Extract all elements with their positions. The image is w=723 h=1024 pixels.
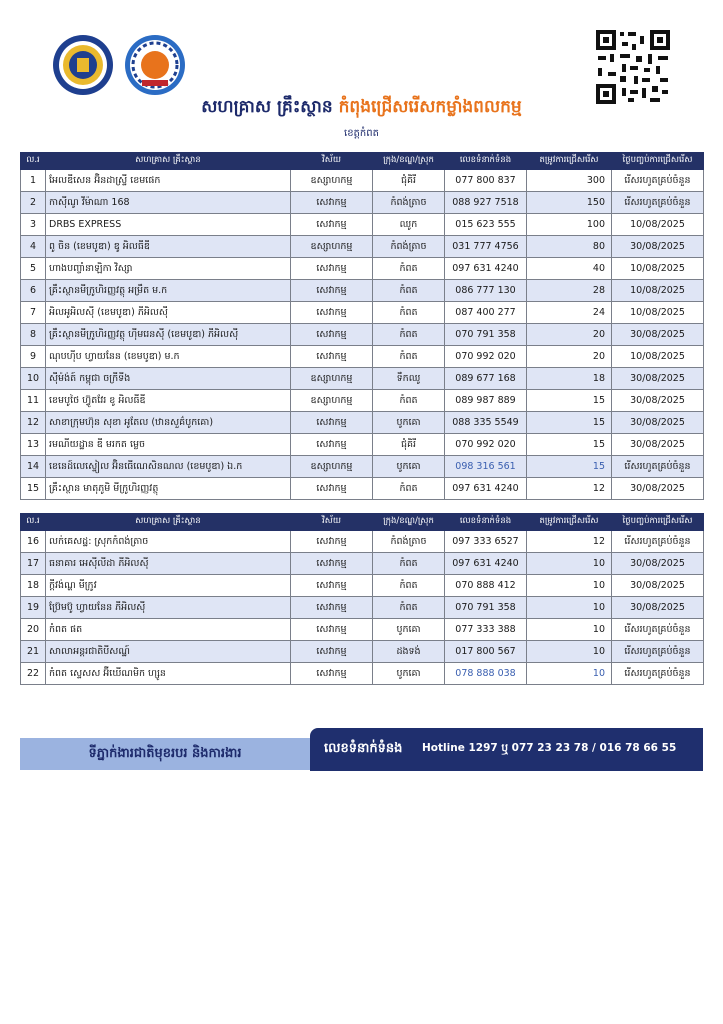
cell-area: កំពត [373, 258, 445, 280]
qr-code [594, 28, 672, 106]
cell-sector: សេវាកម្ម [291, 434, 373, 456]
cell-deadline: 30/08/2025 [612, 236, 704, 258]
cell-name: ពូ ចិន (ខេមបូឌា) ឌូ អិលធីឌី [46, 236, 291, 258]
table-row [21, 192, 704, 214]
cell-sector: សេវាកម្ម [291, 663, 373, 685]
cell-need: 150 [527, 192, 612, 214]
table-row [21, 258, 704, 280]
cell-need: 20 [527, 346, 612, 368]
table-row [21, 368, 704, 390]
logo-group [52, 34, 186, 96]
cell-need: 15 [527, 434, 612, 456]
cell-deadline: 10/08/2025 [612, 214, 704, 236]
ministry-seal-logo [52, 34, 114, 96]
cell-area: ឈូក [373, 214, 445, 236]
cell-deadline: 30/08/2025 [612, 434, 704, 456]
column-header: លេខទំនាក់ទំនង [445, 153, 527, 170]
cell-no: 7 [21, 302, 46, 324]
cell-name: កំពត ស្ទេសស អ៊ីឃើណមិក ហ្សូន [46, 663, 291, 685]
cell-sector: ឧស្សាហកម្ម [291, 390, 373, 412]
cell-deadline: រើសរហូតគ្រប់ចំនួន [612, 456, 704, 478]
cell-area: កំពត [373, 324, 445, 346]
cell-area: កំពង់ត្រាច [373, 236, 445, 258]
table-header-row [21, 153, 704, 170]
cell-area: បូកគោ [373, 663, 445, 685]
cell-name: ស៊ីម៉ង់ត៍ កម្ពុជា ចក្រីទីង [46, 368, 291, 390]
cell-deadline: 30/08/2025 [612, 324, 704, 346]
cell-need: 24 [527, 302, 612, 324]
cell-name: គ្រឹះស្ថានមីក្រូហិរញ្ញវត្ថុ ហ៊ីមរេនស៊ី (ខេមបូឌា) ភីអិលស៊ី [46, 324, 291, 346]
cell-sector: សេវាកម្ម [291, 192, 373, 214]
cell-name: លក់គេសដ្ឋ: ស្រុកកំពង់ត្រាច [46, 531, 291, 553]
cell-sector: សេវាកម្ម [291, 531, 373, 553]
cell-deadline: 10/08/2025 [612, 302, 704, 324]
table-body [21, 531, 704, 685]
table-row [21, 390, 704, 412]
cell-deadline: 10/08/2025 [612, 280, 704, 302]
cell-name: អែលឌីសេន អ៊ិនដាស្ទ្រី ខេមផេក [46, 170, 291, 192]
cell-no: 13 [21, 434, 46, 456]
table-row [21, 619, 704, 641]
cell-area: កំពត [373, 478, 445, 500]
cell-area: បូកគោ [373, 412, 445, 434]
cell-no: 18 [21, 575, 46, 597]
cell-phone: 078 888 038 [445, 663, 527, 685]
cell-name: ខេនេដ៍លេស្ទៀល អ៊ិនធើណេសិនណល (ខេមបូឌា) ឯ.ក [46, 456, 291, 478]
cell-sector: ឧស្សាហកម្ម [291, 368, 373, 390]
cell-name: គ្រឹះស្ថានមីក្រូហិរញ្ញវត្ថុ អម្រឹត ម.ក [46, 280, 291, 302]
cell-no: 16 [21, 531, 46, 553]
column-header: សហគ្រាស គ្រឹះស្ថាន [46, 153, 291, 170]
cell-area: កំពត [373, 302, 445, 324]
cell-no: 11 [21, 390, 46, 412]
cell-phone: 017 800 567 [445, 641, 527, 663]
column-header: ថ្ងៃបញ្ចប់ការជ្រើសរើស [612, 153, 704, 170]
title-accent: កំពុងជ្រើសរើសកម្លាំងពលកម្ម [338, 97, 522, 117]
page-subtitle: ខេត្តកំពត [344, 128, 379, 139]
cell-deadline: 10/08/2025 [612, 258, 704, 280]
column-header: ក្រុង/ខណ្ឌ/ស្រុក [373, 514, 445, 531]
cell-need: 300 [527, 170, 612, 192]
column-header: ល.រ [21, 514, 46, 531]
cell-no: 19 [21, 597, 46, 619]
cell-phone: 089 987 889 [445, 390, 527, 412]
cell-area: ជុំគិរី [373, 170, 445, 192]
cell-phone: 070 791 358 [445, 324, 527, 346]
cell-area: កំពត [373, 597, 445, 619]
cell-name: ធនាគារ អេស៊ីលីដា ភីអិលស៊ី [46, 553, 291, 575]
cell-name: កំពត ផត [46, 619, 291, 641]
cell-sector: សេវាកម្ម [291, 280, 373, 302]
cell-phone: 089 677 168 [445, 368, 527, 390]
cell-area: កំពត [373, 280, 445, 302]
cell-deadline: រើសរហូតគ្រប់ចំនួន [612, 663, 704, 685]
cell-area: កំពង់ត្រាច [373, 192, 445, 214]
cell-sector: សេវាកម្ម [291, 597, 373, 619]
cell-name: ណុបហ៊ីប ហ្វាយនែន (ខេមបូឌា) ម.ក [46, 346, 291, 368]
cell-no: 20 [21, 619, 46, 641]
cell-area: ជុំគិរី [373, 434, 445, 456]
column-header: វិស័យ [291, 153, 373, 170]
cell-need: 10 [527, 641, 612, 663]
cell-need: 10 [527, 619, 612, 641]
cell-phone: 088 335 5549 [445, 412, 527, 434]
cell-deadline: 30/08/2025 [612, 412, 704, 434]
cell-phone: 086 777 130 [445, 280, 527, 302]
cell-sector: ឧស្សាហកម្ម [291, 456, 373, 478]
agency-banner: ទីភ្នាក់ងារជាតិមុខរបរ និងការងារ [20, 738, 310, 770]
cell-phone: 097 631 4240 [445, 258, 527, 280]
cell-phone: 097 333 6527 [445, 531, 527, 553]
table-row [21, 478, 704, 500]
cell-area: ទឹកឈូ [373, 368, 445, 390]
cell-phone: 097 631 4240 [445, 553, 527, 575]
cell-sector: សេវាកម្ម [291, 619, 373, 641]
cell-need: 20 [527, 324, 612, 346]
cell-area: កំពត [373, 575, 445, 597]
cell-need: 12 [527, 478, 612, 500]
cell-area: កំពត [373, 346, 445, 368]
cell-need: 15 [527, 412, 612, 434]
jobs-table-1 [20, 152, 704, 500]
cell-name: សាខាក្រុមហ៊ុន សុខា អូតែល (ឋានសួគ៌បូកគោ) [46, 412, 291, 434]
column-header: តម្រូវការជ្រើសរើស [527, 514, 612, 531]
cell-name: ខេមបូថៃ ហ៊្វូតវែរ ខូ អិលធីឌី [46, 390, 291, 412]
cell-name: ក្ដីវង់ណ្ហ មីក្រូវ [46, 575, 291, 597]
cell-phone: 070 992 020 [445, 346, 527, 368]
column-header: ក្រុង/ខណ្ឌ/ស្រុក [373, 153, 445, 170]
cell-no: 1 [21, 170, 46, 192]
table-body [21, 170, 704, 500]
cell-no: 2 [21, 192, 46, 214]
cell-sector: សេវាកម្ម [291, 346, 373, 368]
cell-sector: សេវាកម្ម [291, 258, 373, 280]
column-header: ល.រ [21, 153, 46, 170]
cell-phone: 070 791 358 [445, 597, 527, 619]
cell-need: 18 [527, 368, 612, 390]
cell-area: បូកគោ [373, 619, 445, 641]
hotline-text: Hotline 1297 ឬ 077 23 23 78 / 016 78 66 55 [422, 742, 677, 754]
cell-no: 4 [21, 236, 46, 258]
cell-area: កំពត [373, 390, 445, 412]
cell-name: DRBS EXPRESS [46, 214, 291, 236]
cell-need: 80 [527, 236, 612, 258]
cell-phone: 031 777 4756 [445, 236, 527, 258]
cell-no: 3 [21, 214, 46, 236]
cell-need: 40 [527, 258, 612, 280]
table-row [21, 236, 704, 258]
cell-need: 12 [527, 531, 612, 553]
cell-need: 15 [527, 390, 612, 412]
cell-need: 10 [527, 553, 612, 575]
cell-need: 10 [527, 597, 612, 619]
cell-deadline: រើសរហូតគ្រប់ចំនួន [612, 619, 704, 641]
jobs-table-2 [20, 513, 704, 685]
table-row [21, 324, 704, 346]
cell-need: 10 [527, 663, 612, 685]
table-row [21, 456, 704, 478]
cell-no: 22 [21, 663, 46, 685]
cell-no: 15 [21, 478, 46, 500]
table-row [21, 531, 704, 553]
cell-phone: 087 400 277 [445, 302, 527, 324]
cell-no: 10 [21, 368, 46, 390]
column-header: លេខទំនាក់ទំនង [445, 514, 527, 531]
cell-area: កំពង់ត្រាច [373, 531, 445, 553]
table-row [21, 412, 704, 434]
cell-name: ប្រ៊ែមប៊ូ ហ្វាយនែន ភីអិលស៊ី [46, 597, 291, 619]
cell-sector: ឧស្សាហកម្ម [291, 236, 373, 258]
cell-no: 5 [21, 258, 46, 280]
cell-phone: 077 333 388 [445, 619, 527, 641]
nea-gear-logo [124, 34, 186, 96]
table-row [21, 663, 704, 685]
table-row [21, 170, 704, 192]
column-header: វិស័យ [291, 514, 373, 531]
table-row [21, 641, 704, 663]
cell-phone: 015 623 555 [445, 214, 527, 236]
cell-deadline: 10/08/2025 [612, 346, 704, 368]
table-row [21, 214, 704, 236]
cell-name: គ្រឹះស្ថាន មាតុភូមិ មីក្រូហិរញ្ញវត្ថុ [46, 478, 291, 500]
cell-no: 17 [21, 553, 46, 575]
cell-deadline: 30/08/2025 [612, 553, 704, 575]
cell-sector: សេវាកម្ម [291, 575, 373, 597]
cell-deadline: រើសរហូតគ្រប់ចំនួន [612, 192, 704, 214]
cell-no: 14 [21, 456, 46, 478]
cell-sector: សេវាកម្ម [291, 302, 373, 324]
cell-name: សាលាអន្តរជាតិបីសណ្ឋ៍ [46, 641, 291, 663]
cell-area: ដងទង់ [373, 641, 445, 663]
cell-deadline: 30/08/2025 [612, 597, 704, 619]
cell-sector: សេវាកម្ម [291, 478, 373, 500]
cell-deadline: រើសរហូតគ្រប់ចំនួន [612, 641, 704, 663]
cell-sector: សេវាកម្ម [291, 412, 373, 434]
cell-no: 21 [21, 641, 46, 663]
cell-need: 10 [527, 575, 612, 597]
cell-no: 9 [21, 346, 46, 368]
cell-phone: 077 800 837 [445, 170, 527, 192]
cell-deadline: រើសរហូតគ្រប់ចំនួន [612, 170, 704, 192]
cell-phone: 097 631 4240 [445, 478, 527, 500]
cell-deadline: 30/08/2025 [612, 478, 704, 500]
column-header: តម្រូវការជ្រើសរើស [527, 153, 612, 170]
cell-sector: សេវាកម្ម [291, 324, 373, 346]
cell-need: 28 [527, 280, 612, 302]
page-title [0, 96, 723, 121]
table-row [21, 346, 704, 368]
cell-area: បូកគោ [373, 456, 445, 478]
table-row [21, 434, 704, 456]
column-header: សហគ្រាស គ្រឹះស្ថាន [46, 514, 291, 531]
cell-name: រមណីយដ្ឋាន ឌី មរកត ម្លេច [46, 434, 291, 456]
cell-phone: 098 316 561 [445, 456, 527, 478]
cell-sector: ឧស្សាហកម្ម [291, 170, 373, 192]
cell-sector: សេវាកម្ម [291, 553, 373, 575]
cell-deadline: រើសរហូតគ្រប់ចំនួន [612, 531, 704, 553]
contact-banner [310, 728, 703, 771]
cell-name: កាស៊ីណូ វីម៉ាណា 168 [46, 192, 291, 214]
cell-deadline: 30/08/2025 [612, 368, 704, 390]
cell-need: 15 [527, 456, 612, 478]
cell-phone: 070 992 020 [445, 434, 527, 456]
cell-sector: សេវាកម្ម [291, 214, 373, 236]
cell-no: 8 [21, 324, 46, 346]
cell-name: ហាងបញ្ចាំនាឡិកា វិស្សា [46, 258, 291, 280]
cell-name: អិលអូអិលស៊ី (ខេមបូឌា) ភីអិលស៊ី [46, 302, 291, 324]
cell-no: 6 [21, 280, 46, 302]
cell-need: 100 [527, 214, 612, 236]
table-row [21, 597, 704, 619]
cell-no: 12 [21, 412, 46, 434]
cell-area: កំពត [373, 553, 445, 575]
table-header-row [21, 514, 704, 531]
title-main: សហគ្រាស គ្រឹះស្ថាន [201, 97, 333, 117]
table-row [21, 280, 704, 302]
cell-deadline: 30/08/2025 [612, 575, 704, 597]
table-row [21, 575, 704, 597]
table-row [21, 302, 704, 324]
cell-deadline: 30/08/2025 [612, 390, 704, 412]
contact-label: លេខទំនាក់ទំនង [324, 741, 403, 756]
column-header: ថ្ងៃបញ្ចប់ការជ្រើសរើស [612, 514, 704, 531]
table-row [21, 553, 704, 575]
cell-phone: 070 888 412 [445, 575, 527, 597]
cell-sector: សេវាកម្ម [291, 641, 373, 663]
cell-phone: 088 927 7518 [445, 192, 527, 214]
